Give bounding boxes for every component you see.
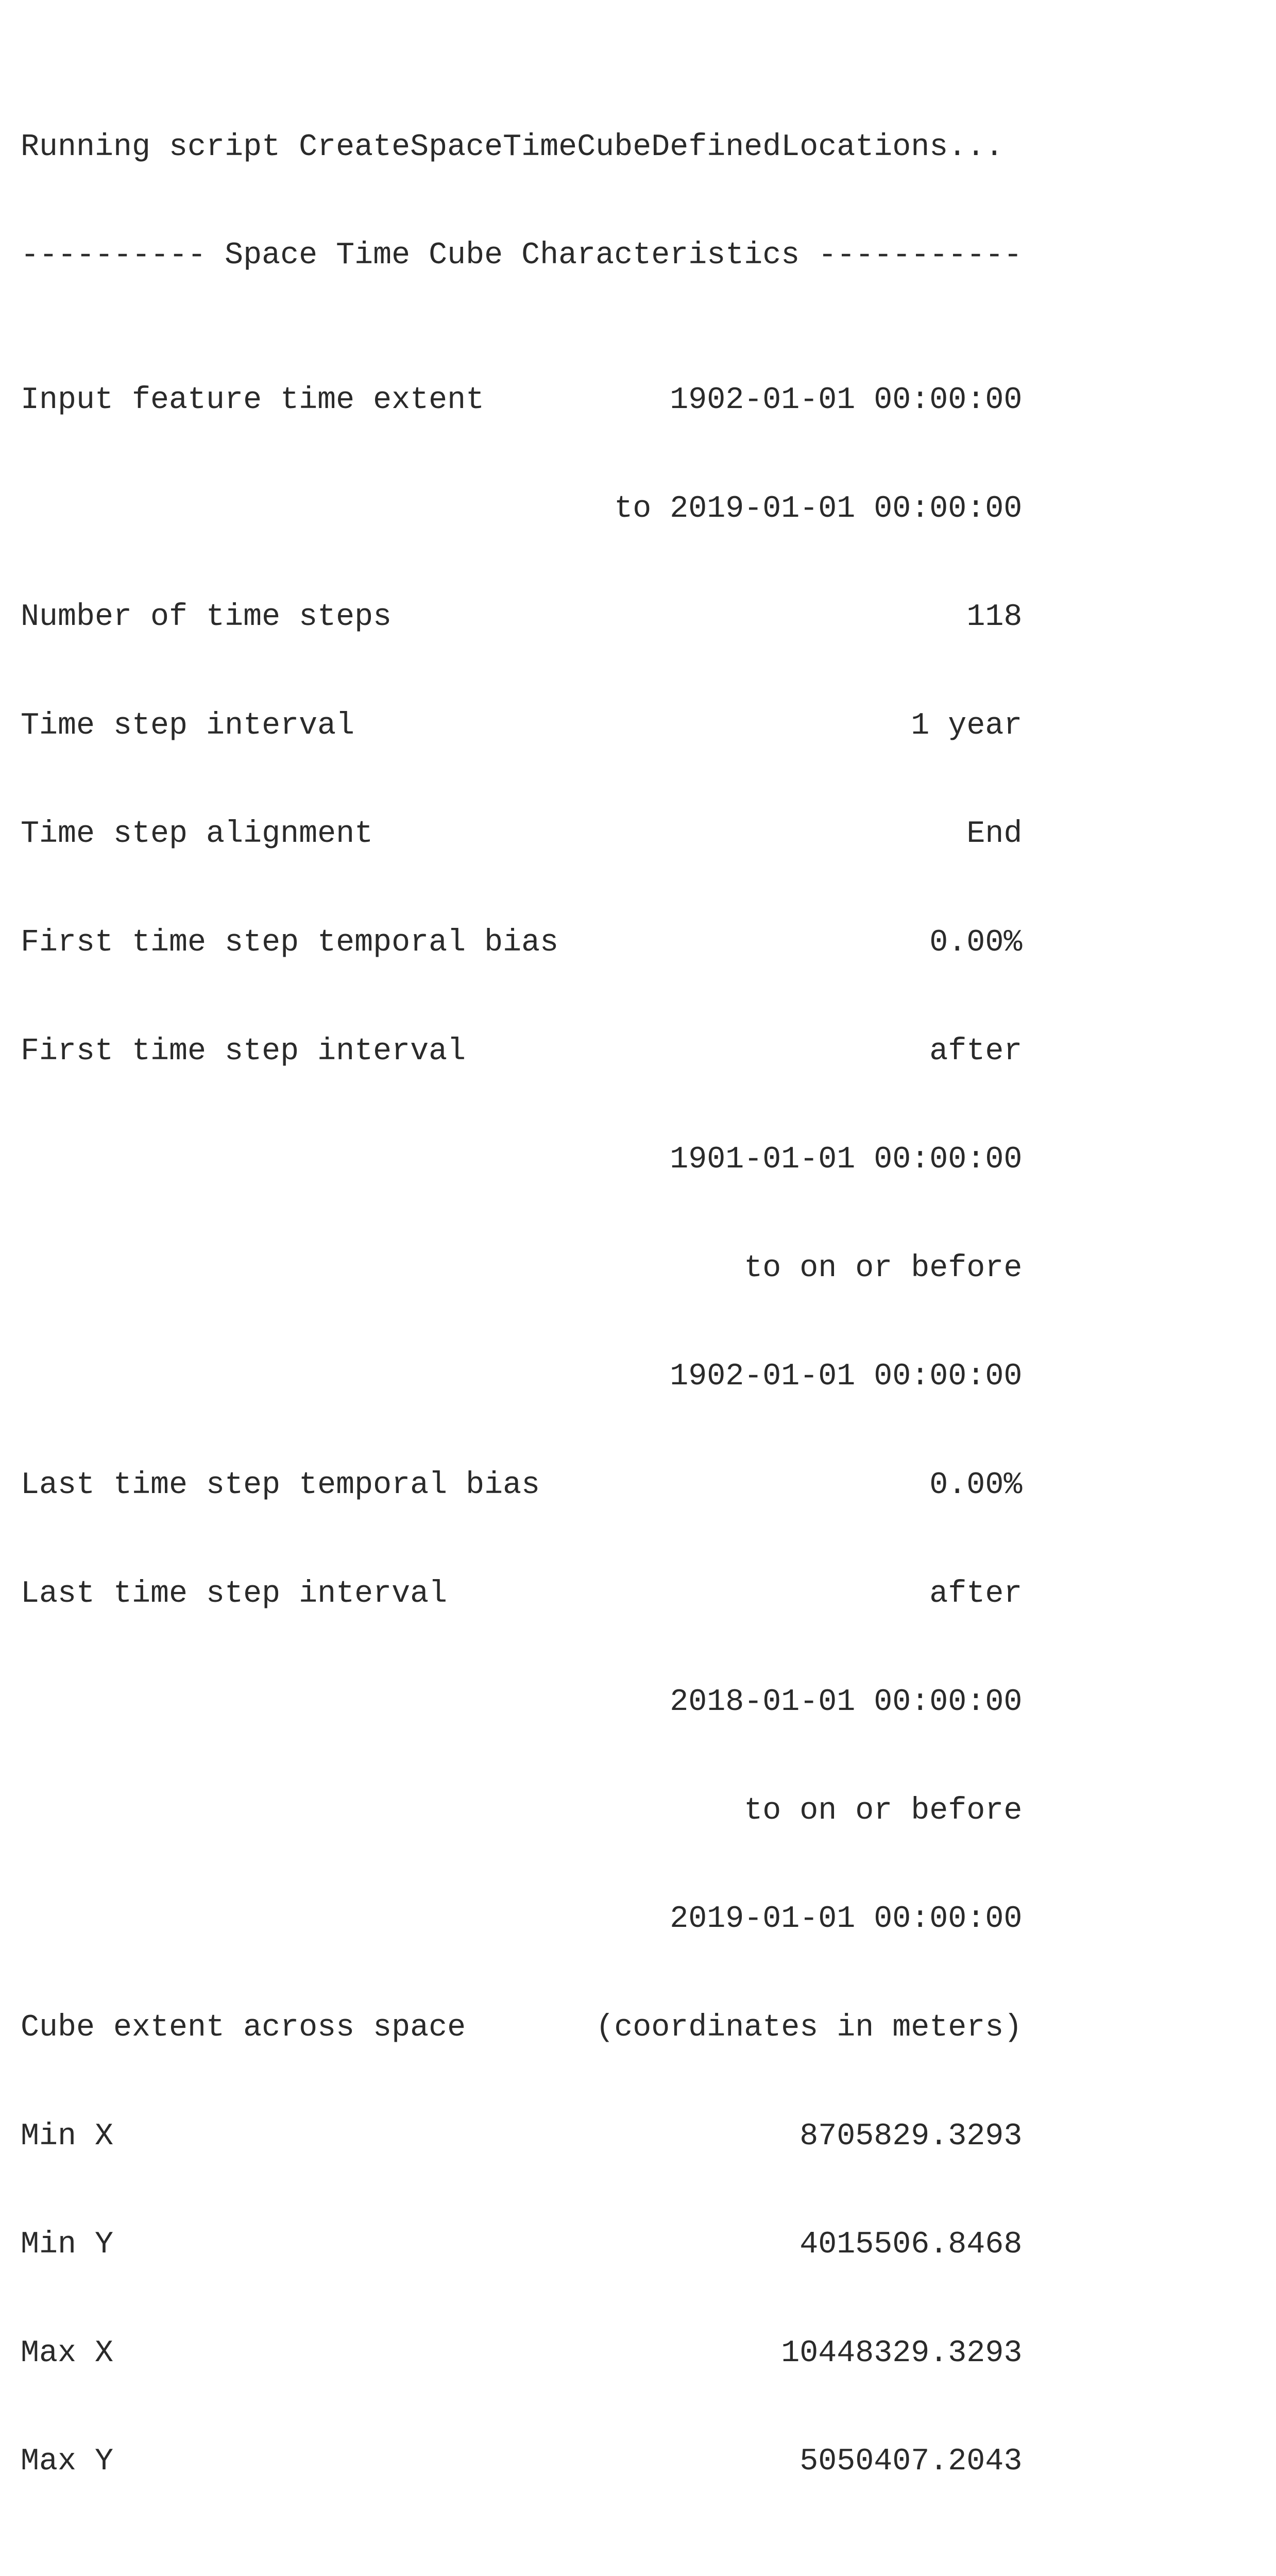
row-spacer <box>21 1251 744 1286</box>
row-label: Cube extent across space <box>21 2010 466 2045</box>
row-value: 5050407.2043 <box>799 2444 1023 2480</box>
row-value: 2019-01-01 00:00:00 <box>670 1902 1023 1937</box>
section-header: ---------- Space Time Cube Characteristics ----------- <box>21 238 1023 274</box>
row-label: Last time step interval <box>21 1576 448 1612</box>
row-label: First time step interval <box>21 1033 466 1069</box>
row-value: 0.00% <box>929 925 1023 960</box>
min-y-row <box>21 2227 1276 2263</box>
row-value: 10448329.3293 <box>781 2335 1023 2371</box>
row-spacer <box>21 1142 670 1177</box>
row-spacer <box>113 2336 781 2371</box>
row-value: 1902-01-01 00:00:00 <box>670 1359 1023 1395</box>
row-spacer <box>540 1468 929 1503</box>
time-step-alignment-row <box>21 816 1276 852</box>
row-spacer <box>113 2444 799 2479</box>
row-spacer <box>113 2119 799 2154</box>
last-temporal-bias-row <box>21 1467 1276 1503</box>
row-value: 4015506.8468 <box>799 2227 1023 2263</box>
row-label: Input feature time extent <box>21 383 485 418</box>
first-interval-end-row <box>21 1359 1276 1395</box>
row-value: End <box>966 817 1023 852</box>
row-spacer <box>558 925 929 960</box>
row-value: (coordinates in meters) <box>596 2010 1023 2045</box>
row-value: to on or before <box>744 1793 1023 1828</box>
row-spacer <box>484 383 670 418</box>
last-interval-row <box>21 1576 1276 1612</box>
first-interval-to-row <box>21 1250 1276 1286</box>
row-value: 2018-01-01 00:00:00 <box>670 1685 1023 1720</box>
row-spacer <box>21 1685 670 1720</box>
row-value: 1 year <box>911 708 1023 743</box>
row-spacer <box>21 492 614 527</box>
row-label: Time step interval <box>21 708 355 743</box>
input-time-extent-end-row <box>21 491 1276 527</box>
row-spacer <box>466 2010 596 2045</box>
row-spacer <box>21 1793 744 1828</box>
row-spacer <box>373 817 966 852</box>
row-value: to 2019-01-01 00:00:00 <box>614 491 1023 527</box>
first-interval-start-row <box>21 1142 1276 1178</box>
cube-extent-row <box>21 2010 1276 2046</box>
last-interval-end-row <box>21 1901 1276 1937</box>
row-value: after <box>929 1576 1023 1612</box>
row-value: after <box>929 1033 1023 1069</box>
time-step-interval-row <box>21 708 1276 744</box>
row-spacer <box>392 600 966 635</box>
console-output <box>21 21 1276 2576</box>
row-label: Max X <box>21 2335 114 2371</box>
row-label: Min X <box>21 2119 114 2154</box>
first-temporal-bias-row <box>21 925 1276 961</box>
row-label: Max Y <box>21 2444 114 2480</box>
row-value: 118 <box>966 600 1023 635</box>
row-spacer <box>113 2227 799 2262</box>
row-spacer <box>21 1359 670 1394</box>
row-value: to on or before <box>744 1250 1023 1286</box>
row-value: 1901-01-01 00:00:00 <box>670 1142 1023 1178</box>
first-interval-row <box>21 1033 1276 1070</box>
script-start-line: Running script CreateSpaceTimeCubeDefinedLocations... <box>21 129 1004 165</box>
num-time-steps-row <box>21 599 1276 635</box>
row-spacer <box>21 1902 670 1937</box>
row-value: 0.00% <box>929 1467 1023 1503</box>
max-y-row <box>21 2444 1276 2480</box>
row-value: 1902-01-01 00:00:00 <box>670 383 1023 418</box>
last-interval-to-row <box>21 1793 1276 1829</box>
last-interval-start-row <box>21 1684 1276 1720</box>
min-x-row <box>21 2119 1276 2155</box>
row-label: Last time step temporal bias <box>21 1467 540 1503</box>
row-label: Time step alignment <box>21 817 373 852</box>
max-x-row <box>21 2335 1276 2371</box>
row-label: First time step temporal bias <box>21 925 559 960</box>
row-spacer <box>466 1034 929 1069</box>
row-spacer <box>354 708 911 743</box>
input-time-extent-row <box>21 382 1276 418</box>
row-label: Number of time steps <box>21 600 392 635</box>
row-spacer <box>447 1577 929 1612</box>
row-label: Min Y <box>21 2227 114 2263</box>
row-value: 8705829.3293 <box>799 2119 1023 2154</box>
